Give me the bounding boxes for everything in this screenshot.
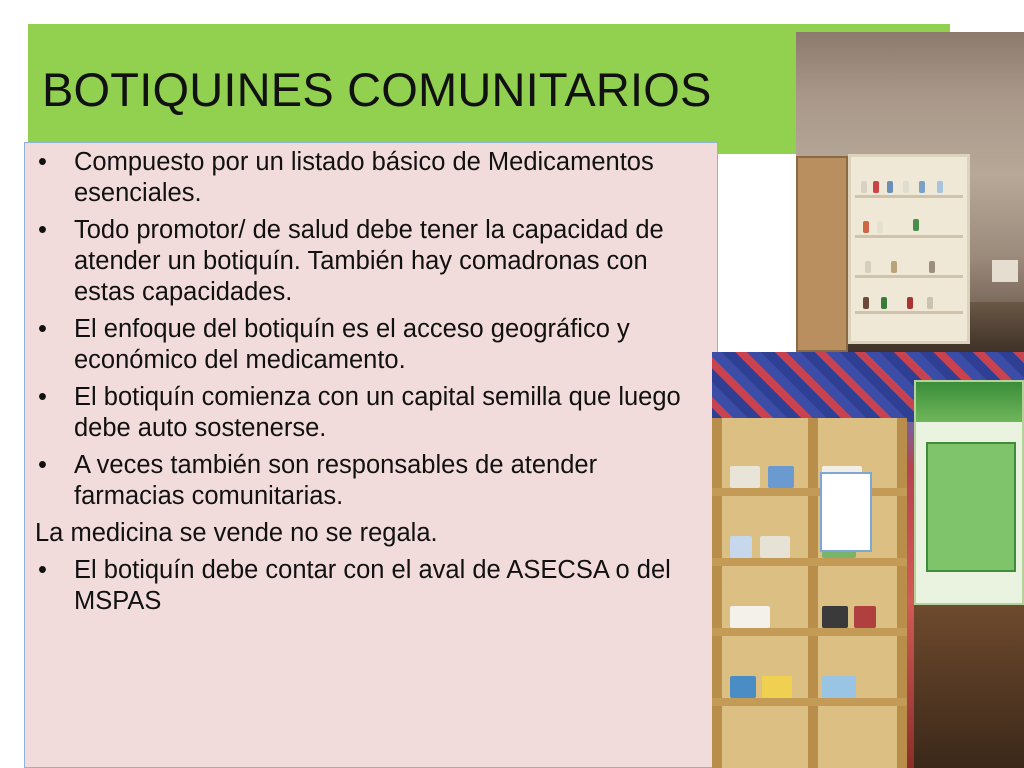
product [762,676,792,698]
bottle [863,297,869,309]
product [768,466,794,488]
bullet-marker: • [38,148,47,176]
bullet-item [35,382,705,444]
bottle [913,219,919,231]
bottle [865,261,871,273]
bullet-text: A veces también son responsables de atender farmacias comunitarias. [74,451,598,510]
bullet-item [35,450,705,512]
bullet-marker: • [38,216,47,244]
bullet-marker: • [38,383,47,411]
box [992,260,1018,282]
bullet-text: Compuesto por un listado básico de Medicamentos esenciales. [74,148,654,207]
shelving-unit [712,418,907,768]
slide-title: BOTIQUINES COMUNITARIOS [42,63,712,116]
bullet-marker: • [38,451,47,479]
bullet-item [35,147,705,209]
medicine-cabinet-photo [796,32,1024,352]
bottle [881,297,887,309]
plain-line [35,518,705,549]
bottle [919,181,925,193]
product [822,676,856,698]
bullet-text: Todo promotor/ de salud debe tener la capacidad de atender un botiquín. También hay comadronas con estas capacidades. [74,216,664,306]
shelf-sign [820,472,872,552]
cabinet [848,154,970,344]
shelf-post [808,418,818,768]
shelf [855,235,963,238]
bottle [863,221,869,233]
wooden-wall [914,605,1024,768]
bullet-text: El enfoque del botiquín es el acceso geográfico y económico del medicamento. [74,315,630,374]
bullet-item [35,314,705,376]
shelf-board [712,488,907,496]
shelf [855,195,963,198]
product [730,536,752,558]
shelf-board [712,698,907,706]
product [854,606,876,628]
content-box [24,142,718,768]
bullet-marker: • [38,315,47,343]
shelf-post [897,418,907,768]
bottle [891,261,897,273]
cabinet-door [796,156,848,352]
bottle [873,181,879,193]
product [730,466,760,488]
shelf-post [712,418,722,768]
bottle [861,181,867,193]
shelf-board [712,628,907,636]
bullet-list [35,147,705,623]
poster-header [916,382,1022,422]
bullet-text: La medicina se vende no se regala. [35,519,438,547]
bottle [903,181,909,193]
bottle [937,181,943,193]
wall-poster [914,380,1024,605]
bottle [877,221,883,233]
product [760,536,790,558]
bullet-item [35,215,705,308]
bullet-text: El botiquín debe contar con el aval de ASECSA o del MSPAS [74,556,671,615]
shelf-board [712,558,907,566]
shelf [855,311,963,314]
shelf [855,275,963,278]
bottle [907,297,913,309]
bullet-marker: • [38,556,47,584]
bottle [927,297,933,309]
bottle [929,261,935,273]
community-pharmacy-photo [712,352,1024,768]
poster-card [926,442,1016,572]
product [730,606,770,628]
bottle [887,181,893,193]
product [730,676,756,698]
product [822,606,848,628]
bullet-text: El botiquín comienza con un capital semilla que luego debe auto sostenerse. [74,383,681,442]
bullet-item [35,555,705,617]
